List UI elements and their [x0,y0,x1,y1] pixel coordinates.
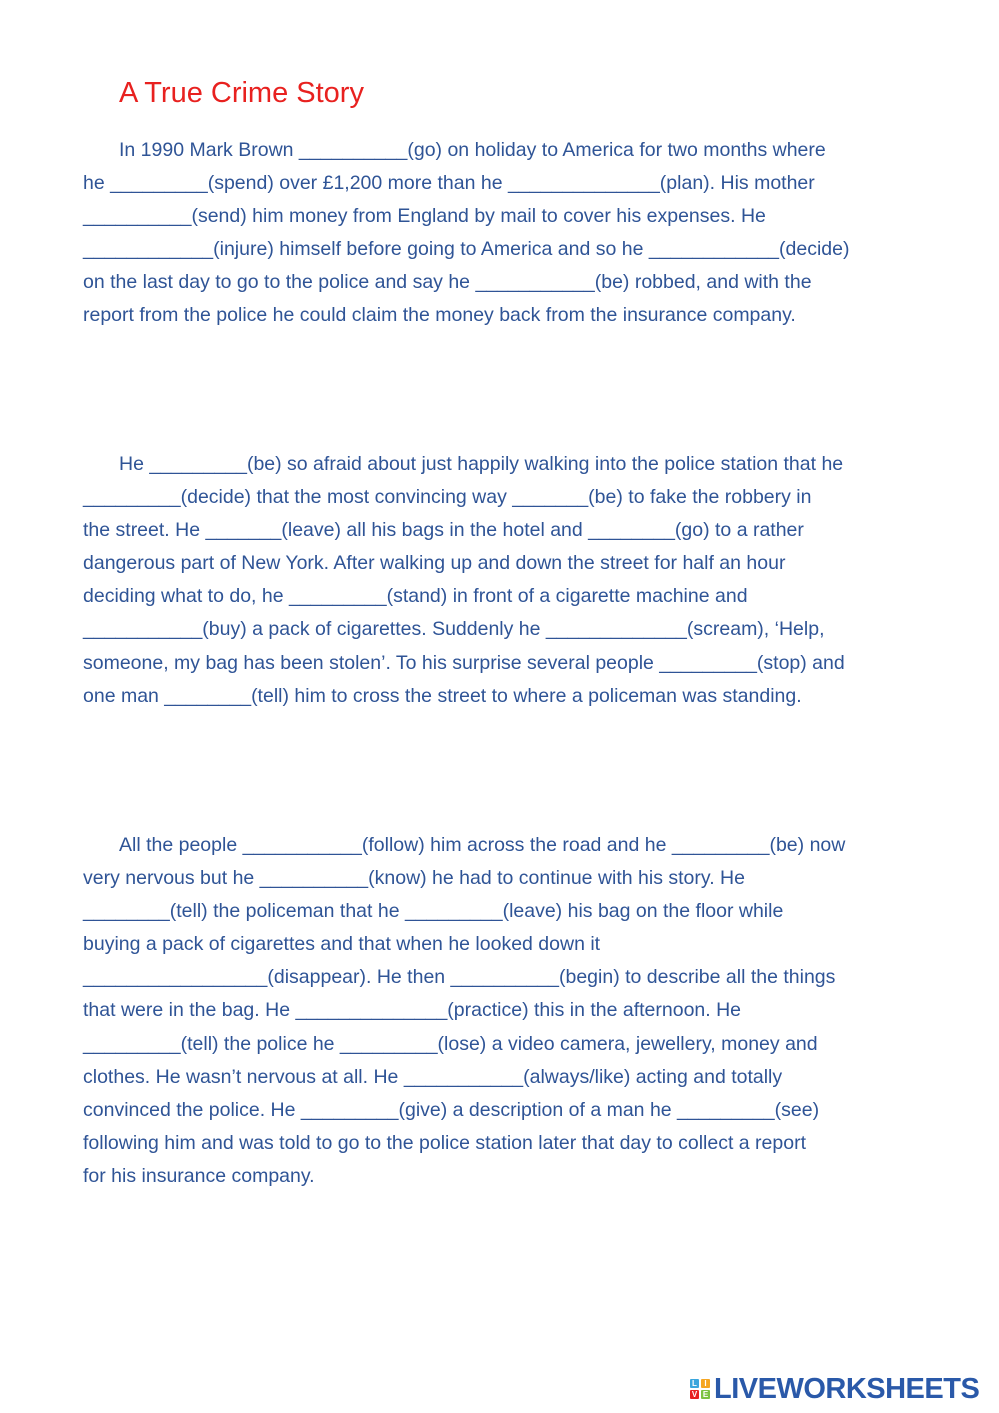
paragraph-line: clothes. He wasn’t nervous at all. He ___________(always/like) acting and totally [83,1065,783,1088]
paragraph-line: dangerous part of New York. After walking up and down the street for half an hour [83,552,786,575]
paragraph-line: ________(tell) the policeman that he _________(leave) his bag on the floor while [83,900,784,923]
paragraph-line: _________________(disappear). He then __________(begin) to describe all the things [83,966,836,989]
paragraph-line: In 1990 Mark Brown __________(go) on holiday to America for two months where [119,139,826,161]
liveworksheets-logo[interactable] [690,1370,979,1408]
paragraph-line: on the last day to go to the police and say he ___________(be) robbed, and with the [83,271,812,294]
logo-mark-v: V [691,1390,698,1399]
paragraph-line: buying a pack of cigarettes and that when he looked down it [83,933,601,956]
paragraph-3 [83,829,845,1193]
logo-mark-icon [690,1379,710,1399]
logo-mark-l: L [690,1379,699,1388]
paragraph-line: convinced the police. He _________(give) a description of a man he _________(see) [83,1098,820,1121]
paragraph-line: the street. He _______(leave) all his bags in the hotel and ________(go) to a rather [83,519,804,542]
paragraph-line: for his insurance company. [83,1164,315,1187]
paragraph-line: ____________(injure) himself before going to America and so he ____________(decide) [83,238,850,261]
paragraph-line: ___________(buy) a pack of cigarettes. Suddenly he _____________(scream), ‘Help, [83,618,825,641]
paragraph-line: that were in the bag. He ______________(practice) this in the afternoon. He [83,999,742,1022]
paragraph-line: _________(decide) that the most convincing way _______(be) to fake the robbery in [83,486,812,509]
paragraph-2 [83,448,845,713]
paragraph-line: _________(tell) the police he _________(lose) a video camera, jewellery, money and [83,1032,818,1055]
logo-text: LIVEWORKSHEETS [714,1373,980,1405]
paragraph-line: one man ________(tell) him to cross the street to where a policeman was standing. [83,684,802,707]
paragraph-line: following him and was told to go to the police station later that day to collect a report [83,1131,806,1154]
paragraph-1 [83,134,849,333]
paragraph-line: He _________(be) so afraid about just happily walking into the police station that he [119,453,844,475]
paragraph-line: he _________(spend) over £1,200 more than he ______________(plan). His mother [83,172,815,195]
paragraph-line: report from the police he could claim the money back from the insurance company. [83,304,796,327]
logo-mark-e: E [702,1390,709,1399]
logo-mark-i: I [701,1379,710,1388]
paragraph-line: deciding what to do, he _________(stand) in front of a cigarette machine and [83,585,748,608]
paragraph-line: very nervous but he __________(know) he had to continue with his story. He [83,867,745,890]
paragraph-line: someone, my bag has been stolen’. To his surprise several people _________(stop) and [83,651,845,674]
page-title: A True Crime Story [119,77,364,109]
paragraph-line: __________(send) him money from England by mail to cover his expenses. He [83,205,766,228]
paragraph-line: All the people ___________(follow) him across the road and he _________(be) now [119,834,846,856]
